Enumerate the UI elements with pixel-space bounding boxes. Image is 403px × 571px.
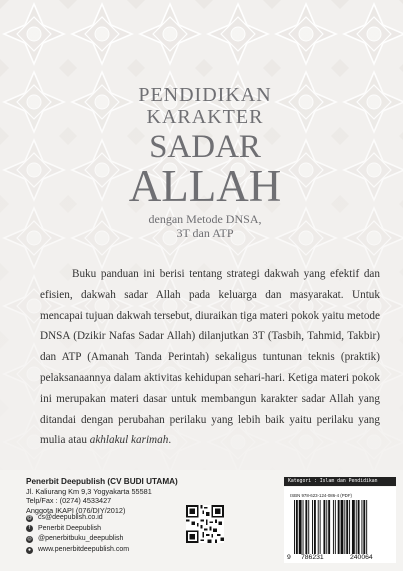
barcode-bar	[358, 500, 360, 554]
publisher-name: Penerbit Deepublish (CV BUDI UTAMA)	[26, 477, 178, 486]
barcode-bar	[299, 500, 302, 554]
barcode-bar	[323, 500, 325, 554]
barcode-bar	[361, 500, 362, 554]
barcode-bar	[352, 500, 355, 554]
barcode-bar	[333, 500, 334, 554]
subtitle-line-1: dengan Metode DNSA,	[148, 212, 262, 226]
description-end: .	[168, 434, 172, 447]
barcode-bar	[344, 500, 345, 554]
barcode-bar	[338, 500, 340, 554]
barcode-bar	[320, 500, 321, 554]
title-line-2: KARAKTER	[146, 106, 264, 128]
barcode-bar	[328, 500, 330, 554]
email-icon: @	[26, 514, 33, 521]
description-paragraph	[40, 264, 380, 451]
contact-instagram	[26, 534, 129, 545]
facebook-icon: f	[26, 525, 33, 532]
contact-web	[26, 545, 129, 556]
publisher-contacts	[26, 513, 129, 555]
barcode-bar	[346, 500, 348, 554]
qr-code	[186, 505, 224, 543]
contact-facebook	[26, 524, 129, 535]
barcode-bar	[356, 500, 357, 554]
barcode-bar	[305, 500, 307, 554]
book-description	[40, 264, 380, 451]
barcode-bar	[314, 500, 316, 554]
barcode-bar	[303, 500, 304, 554]
subtitle-line-2: 3T dan ATP	[176, 226, 234, 240]
title-line-4: ALLAH	[128, 161, 282, 211]
category-label: Kategori : Islam dan Pendidikan	[284, 477, 396, 486]
isbn-label: ISBN 978-623-124-086-4 (PDF)	[290, 493, 352, 498]
barcode-bar	[326, 500, 327, 554]
contact-email-text: cs@deepublish.co.id	[38, 514, 103, 521]
barcode-bar	[296, 500, 298, 554]
publisher-address: Jl. Kaliurang Km 9,3 Yogyakarta 55581	[26, 486, 152, 496]
barcode	[294, 500, 392, 554]
title-line-3: SADAR	[149, 129, 261, 165]
barcode-bar	[349, 500, 350, 554]
barcode-digits-left: 786231	[301, 554, 324, 561]
web-icon: ●	[27, 546, 32, 553]
barcode-digit-first: 9	[287, 554, 291, 561]
description-text: Buku panduan ini berisi tentang strategi dakwah yang efektif dan efisien, dakwah sadar Allah pada keluarga dan masyarakat. Untuk mencapai tujuan dakwah tersebut, diuraikan tiga materi pokok yaitu metode DNSA (Dzikir Nafas Sadar Allah) dilanjutkan 3T (Tasbih, Tahmid, Takbir) dan ATP (Amanah Tanda Perintah) sekaligus tuntunan teknis (praktik) pelaksanaannya dalam aktivitas kehidupan sehari-hari. Ketiga materi pokok ini merupakan materi dasar untuk membangun karakter sadar Allah yang ditandai dengan perubahan perilaku yang lebih baik yaitu perilaku yang mulia atau	[40, 268, 380, 447]
contact-web-text: www.penerbitdeepublish.com	[38, 545, 130, 553]
barcode-bar	[363, 500, 365, 554]
publisher-phone: Telp/Fax : (0274) 4533427	[26, 496, 112, 506]
barcode-digits-right: 240064	[350, 554, 373, 561]
barcode-bar	[294, 500, 295, 554]
description-italic-term: akhlakul karimah	[89, 434, 169, 447]
title-line-1: PENDIDIKAN	[138, 84, 272, 106]
publisher-ikapi: Anggota IKAPI (076/DIY/2012)	[26, 505, 126, 515]
book-title	[110, 84, 300, 240]
barcode-bar	[341, 500, 344, 554]
contact-instagram-text: @penerbitbuku_deepublish	[38, 535, 124, 543]
contact-facebook-text: Penerbit Deepublish	[38, 524, 102, 532]
contact-email	[26, 513, 129, 524]
barcode-bar	[335, 500, 336, 554]
publisher-info	[26, 477, 178, 515]
barcode-bar	[366, 500, 367, 554]
barcode-bar	[318, 500, 319, 554]
instagram-icon: ◎	[27, 535, 32, 542]
barcode-bar	[312, 500, 313, 554]
barcode-bar	[308, 500, 309, 554]
